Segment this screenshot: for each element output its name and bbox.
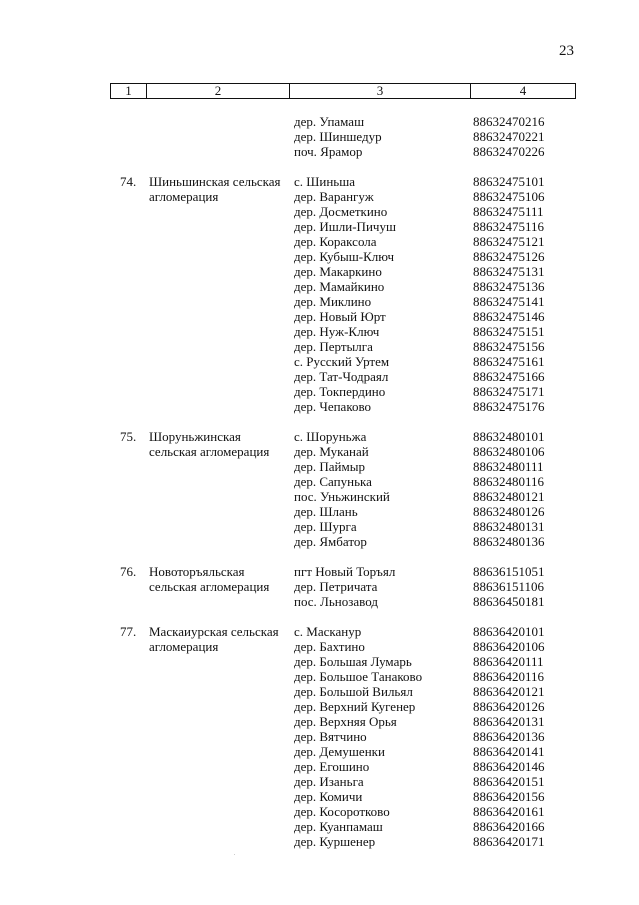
oktmo-code: 88636420116 — [473, 669, 545, 684]
locality-name: дер. Мамайкино — [294, 279, 385, 294]
table-row — [110, 234, 575, 249]
header-col-4: 4 — [471, 84, 576, 99]
group-spacer — [110, 159, 575, 174]
oktmo-code: 88632475156 — [473, 339, 545, 354]
table-row — [110, 654, 575, 669]
oktmo-code: 88632475101 — [473, 174, 545, 189]
agglomeration-group — [110, 174, 575, 414]
oktmo-code: 88636420161 — [473, 804, 545, 819]
locality-name: дер. Вятчино — [294, 729, 367, 744]
agglomeration-group — [110, 564, 575, 609]
agglomeration-name: Шиньшинская сельская агломерация — [149, 174, 281, 204]
table-row — [110, 744, 575, 759]
agglomeration-number: 74. — [120, 174, 137, 189]
agglomeration-number: 77. — [120, 624, 137, 639]
header-col-2: 2 — [147, 84, 290, 99]
locality-name: дер. Паймыр — [294, 459, 365, 474]
oktmo-code: 88636151051 — [473, 564, 545, 579]
locality-name: дер. Шлань — [294, 504, 358, 519]
locality-name: пос. Уньжинский — [294, 489, 390, 504]
table-row — [110, 474, 575, 489]
table-row — [110, 834, 575, 849]
locality-name: дер. Бахтино — [294, 639, 365, 654]
locality-name: дер. Ишли-Пичуш — [294, 219, 396, 234]
locality-name: дер. Токпердино — [294, 384, 386, 399]
oktmo-code: 88636420151 — [473, 774, 545, 789]
oktmo-code: 88632480126 — [473, 504, 545, 519]
locality-name: дер. Макаркино — [294, 264, 382, 279]
locality-name: дер. Ямбатор — [294, 534, 367, 549]
oktmo-code: 88632475126 — [473, 249, 545, 264]
agglomeration-list — [110, 114, 575, 849]
table-row — [110, 324, 575, 339]
table-row — [110, 684, 575, 699]
table-row — [110, 774, 575, 789]
table-row — [110, 279, 575, 294]
group-spacer — [110, 414, 575, 429]
locality-name: дер. Досметкино — [294, 204, 388, 219]
oktmo-code: 88632475166 — [473, 369, 545, 384]
table-row — [110, 594, 575, 609]
oktmo-code: 88636420136 — [473, 729, 545, 744]
oktmo-code: 88632480106 — [473, 444, 545, 459]
agglomeration-name: Новоторъяльская сельская агломерация — [149, 564, 270, 594]
table-row — [110, 129, 575, 144]
oktmo-code: 88636420166 — [473, 819, 545, 834]
scan-speck — [234, 854, 235, 855]
locality-name: с. Масканур — [294, 624, 362, 639]
locality-name: с. Шоруньжа — [294, 429, 367, 444]
table-row — [110, 699, 575, 714]
locality-name: дер. Миклино — [294, 294, 372, 309]
locality-name: дер. Большая Лумарь — [294, 654, 412, 669]
locality-name: дер. Демушенки — [294, 744, 385, 759]
locality-name: пос. Льнозавод — [294, 594, 378, 609]
locality-name: дер. Шиншедур — [294, 129, 382, 144]
oktmo-code: 88632475116 — [473, 219, 545, 234]
oktmo-code: 88636420111 — [473, 654, 544, 669]
table-row — [110, 144, 575, 159]
locality-name: дер. Нуж-Ключ — [294, 324, 380, 339]
table-header — [110, 83, 576, 99]
table-row — [110, 804, 575, 819]
agglomeration-number: 75. — [120, 429, 137, 444]
oktmo-code: 88636420171 — [473, 834, 545, 849]
locality-name: дер. Упамаш — [294, 114, 365, 129]
oktmo-code: 88632475106 — [473, 189, 545, 204]
locality-name: дер. Муканай — [294, 444, 369, 459]
locality-name: пгт Новый Торъял — [294, 564, 396, 579]
oktmo-code: 88632475176 — [473, 399, 545, 414]
oktmo-code: 88632475131 — [473, 264, 545, 279]
table-row — [110, 519, 575, 534]
table-row — [110, 729, 575, 744]
locality-name: дер. Изаньга — [294, 774, 364, 789]
locality-name: дер. Большое Танаково — [294, 669, 423, 684]
table-row — [110, 669, 575, 684]
header-col-3: 3 — [290, 84, 471, 99]
header-col-1: 1 — [111, 84, 147, 99]
oktmo-code: 88632480101 — [473, 429, 545, 444]
table-row — [110, 384, 575, 399]
locality-name: с. Шиньша — [294, 174, 356, 189]
oktmo-code: 88636420101 — [473, 624, 545, 639]
oktmo-code: 88636450181 — [473, 594, 545, 609]
oktmo-code: 88632475146 — [473, 309, 545, 324]
table-row — [110, 339, 575, 354]
table-row — [110, 114, 575, 129]
locality-name: дер. Петричата — [294, 579, 378, 594]
table-row — [110, 219, 575, 234]
locality-name: дер. Комичи — [294, 789, 363, 804]
oktmo-code: 88636420131 — [473, 714, 545, 729]
oktmo-code: 88632470226 — [473, 144, 545, 159]
oktmo-code: 88632480131 — [473, 519, 545, 534]
agglomeration-group — [110, 114, 575, 159]
oktmo-code: 88636420126 — [473, 699, 545, 714]
locality-name: дер. Шурга — [294, 519, 357, 534]
oktmo-code: 88632475121 — [473, 234, 545, 249]
table-row — [110, 504, 575, 519]
oktmo-code: 88636420141 — [473, 744, 545, 759]
oktmo-code: 88632470216 — [473, 114, 545, 129]
table-row — [110, 309, 575, 324]
agglomeration-name: Шоруньжинская сельская агломерация — [149, 429, 270, 459]
oktmo-code: 88636420146 — [473, 759, 545, 774]
oktmo-code: 88636151106 — [473, 579, 545, 594]
oktmo-code: 88632480121 — [473, 489, 545, 504]
oktmo-code: 88632480111 — [473, 459, 544, 474]
agglomeration-number: 76. — [120, 564, 137, 579]
oktmo-code: 88636420121 — [473, 684, 545, 699]
page-number: 23 — [559, 43, 574, 59]
oktmo-code: 88632475171 — [473, 384, 545, 399]
locality-name: дер. Новый Юрт — [294, 309, 386, 324]
oktmo-code: 88632475111 — [473, 204, 544, 219]
locality-name: поч. Ярамор — [294, 144, 363, 159]
table-row — [110, 489, 575, 504]
locality-name: дер. Верхняя Орья — [294, 714, 397, 729]
locality-name: дер. Сапунька — [294, 474, 372, 489]
table-row — [110, 759, 575, 774]
table-row — [110, 354, 575, 369]
locality-name: дер. Большой Вильял — [294, 684, 413, 699]
agglomeration-group — [110, 429, 575, 549]
header-row — [111, 84, 576, 99]
group-spacer — [110, 549, 575, 564]
table-row — [110, 819, 575, 834]
locality-name: дер. Тат-Чодраял — [294, 369, 389, 384]
oktmo-code: 88632470221 — [473, 129, 545, 144]
locality-name: с. Русский Уртем — [294, 354, 390, 369]
oktmo-code: 88636420106 — [473, 639, 545, 654]
table-row — [110, 264, 575, 279]
table-row — [110, 534, 575, 549]
agglomeration-group — [110, 624, 575, 849]
locality-name: дер. Верхний Кугенер — [294, 699, 416, 714]
table-row — [110, 714, 575, 729]
table-row — [110, 249, 575, 264]
oktmo-code: 88632475161 — [473, 354, 545, 369]
locality-name: дер. Куршенер — [294, 834, 376, 849]
oktmo-code: 88632475136 — [473, 279, 545, 294]
locality-name: дер. Чепаково — [294, 399, 372, 414]
table-row — [110, 369, 575, 384]
locality-name: дер. Пертылга — [294, 339, 373, 354]
table-row — [110, 204, 575, 219]
locality-name: дер. Варангуж — [294, 189, 374, 204]
oktmo-code: 88632475151 — [473, 324, 545, 339]
table-row — [110, 459, 575, 474]
agglomeration-name: Маскаиурская сельская агломерация — [149, 624, 279, 654]
oktmo-code: 88632475141 — [473, 294, 545, 309]
table-row — [110, 294, 575, 309]
table-row — [110, 789, 575, 804]
oktmo-code: 88632480136 — [473, 534, 545, 549]
table-row — [110, 399, 575, 414]
locality-name: дер. Кубыш-Ключ — [294, 249, 395, 264]
locality-name: дер. Кораксола — [294, 234, 377, 249]
locality-name: дер. Куанпамаш — [294, 819, 383, 834]
locality-name: дер. Косоротково — [294, 804, 390, 819]
oktmo-code: 88636420156 — [473, 789, 545, 804]
group-spacer — [110, 609, 575, 624]
locality-name: дер. Егошино — [294, 759, 370, 774]
oktmo-code: 88632480116 — [473, 474, 545, 489]
